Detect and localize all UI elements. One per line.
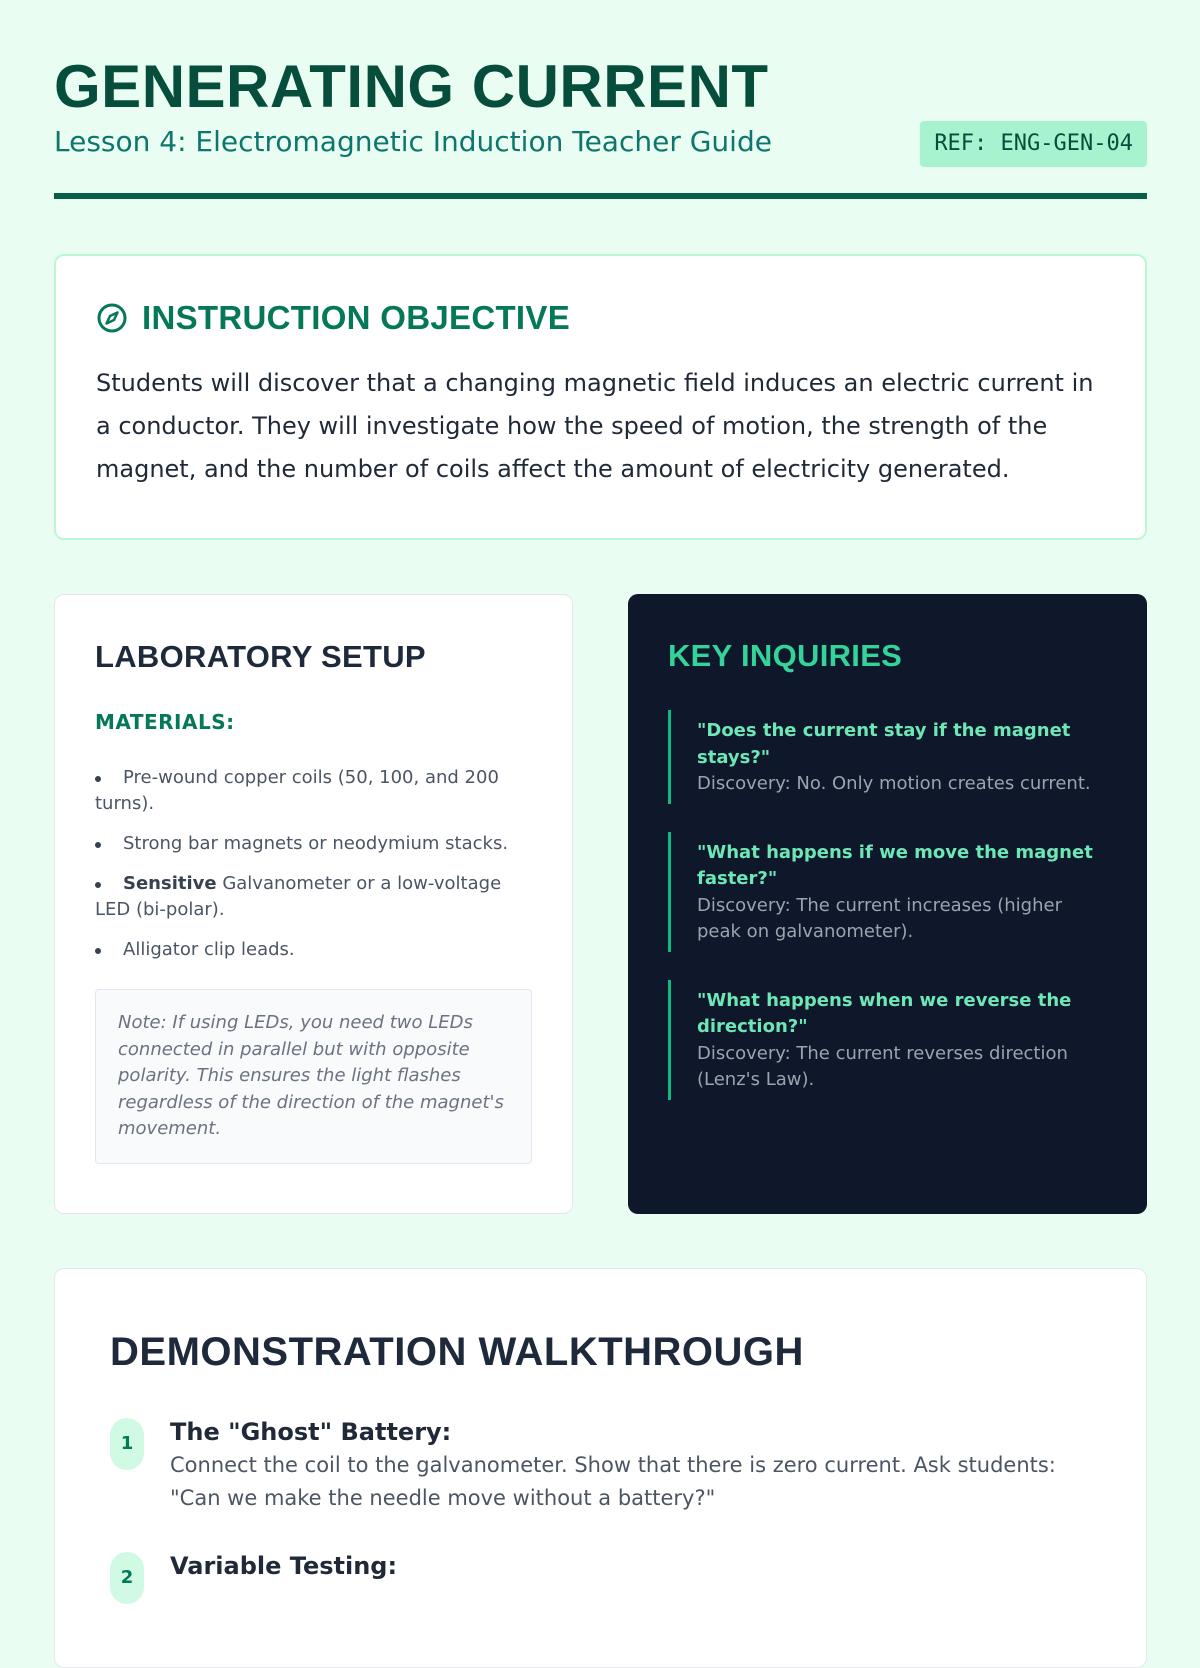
inquiries-title: KEY INQUIRIES [668, 638, 903, 673]
inquiry-question: "Does the current stay if the magnet stays?" [697, 720, 1071, 768]
inquiry-question: "What happens when we reverse the direction?" [697, 989, 1072, 1037]
objective-text: Students will discover that a changing magnetic field induces an electric current in a conductor. They will investigate how the speed of motion, the strength of the magnet, and the number of coils affect the amount of electricity generated. [96, 369, 1094, 483]
bullet-dot [95, 948, 101, 954]
material-text: Strong bar magnets or neodymium stacks. [123, 833, 509, 854]
list-item [95, 871, 532, 923]
demonstration-title: DEMONSTRATION WALKTHROUGH [110, 1330, 804, 1374]
objective-title: INSTRUCTION OBJECTIVE [142, 299, 571, 336]
material-text: Galvanometer or a low-voltage LED (bi-polar). [95, 873, 502, 920]
step-number-badge: 1 [110, 1418, 144, 1470]
list-item [95, 937, 532, 963]
inquiry-answer: Discovery: The current reverses direction (Lenz's Law). [697, 1042, 1068, 1090]
walkthrough-step [110, 1415, 1091, 1515]
list-item [95, 831, 532, 857]
instruction-objective-card [54, 254, 1147, 540]
laboratory-setup-card [54, 594, 573, 1214]
page-header [54, 0, 1147, 200]
step-title: Variable Testing: [170, 1552, 398, 1580]
page-title: GENERATING CURRENT [54, 53, 769, 120]
materials-list [95, 765, 532, 963]
inquiry-item [668, 980, 1107, 1100]
inquiry-list [668, 710, 1107, 1100]
bullet-dot [95, 882, 101, 888]
step-title: The "Ghost" Battery: [170, 1418, 452, 1446]
inquiry-answer: Discovery: No. Only motion creates current. [697, 773, 1091, 794]
page [54, 0, 1147, 1588]
compass-icon [96, 302, 128, 334]
header-divider [54, 193, 1147, 199]
inquiry-answer: Discovery: The current increases (higher peak on galvanometer). [697, 894, 1062, 942]
bullet-dot [95, 842, 101, 848]
key-inquiries-card [628, 594, 1147, 1214]
inquiry-item [668, 832, 1107, 952]
demonstration-walkthrough-card [54, 1268, 1147, 1668]
step-text: Connect the coil to the galvanometer. Show that there is zero current. Ask students: "Can we make the needle move without a battery?" [170, 1453, 1056, 1510]
lab-setup-title: LABORATORY SETUP [95, 639, 426, 674]
walkthrough-step [110, 1549, 1091, 1588]
led-note: Note: If using LEDs, you need two LEDs connected in parallel but with opposite polarity. This ensures the light flashes regardless of the direction of the magnet's movement. [95, 989, 532, 1164]
list-item [95, 765, 532, 817]
step-number-badge: 2 [110, 1552, 144, 1604]
bullet-dot [95, 776, 101, 782]
inquiry-item [668, 710, 1107, 804]
objective-heading-row [96, 296, 1105, 340]
material-emphasis: Sensitive [123, 873, 217, 894]
material-text: Alligator clip leads. [123, 939, 295, 960]
page-subtitle: Lesson 4: Electromagnetic Induction Teacher Guide [54, 125, 772, 158]
reference-badge: REF: ENG-GEN-04 [920, 121, 1147, 167]
material-text: Pre-wound copper coils (50, 100, and 200 turns). [95, 767, 499, 814]
materials-label: MATERIALS: [95, 710, 235, 734]
inquiry-question: "What happens if we move the magnet faster?" [697, 841, 1093, 889]
